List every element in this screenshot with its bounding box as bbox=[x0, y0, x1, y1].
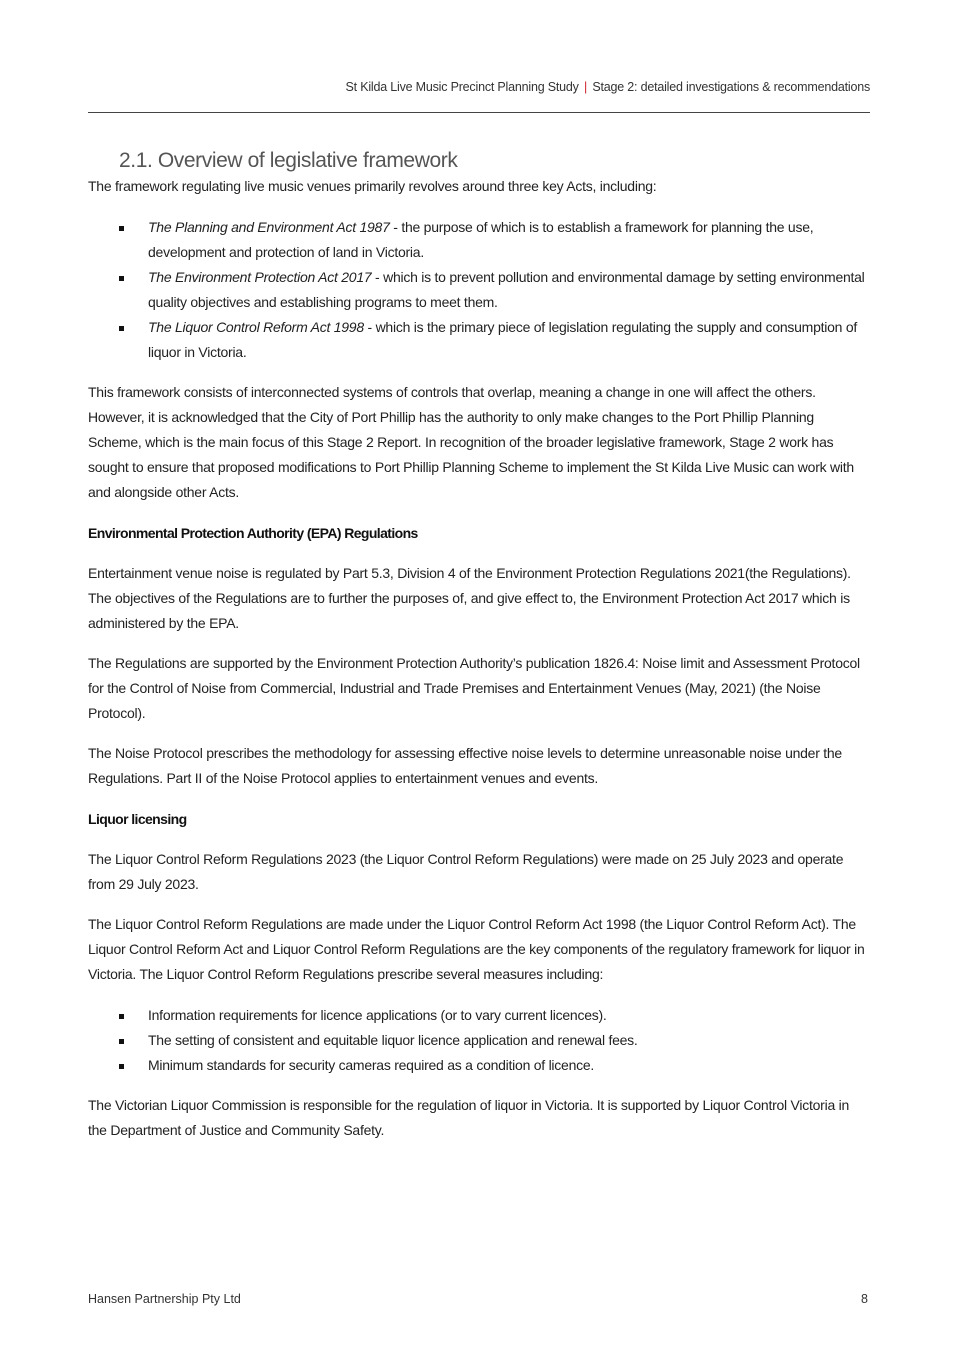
list-item bbox=[88, 1053, 868, 1078]
liquor-paragraph: The Liquor Control Reform Regulations are made under the Liquor Control Reform Act 1998 (the Liquor Control Reform Act). The Liquor Control Reform Act and Liquor Control Reform Regulations are the key components of the regulatory framework for liquor in Victoria. The Liquor Control Reform Regulations prescribe several measures including: bbox=[88, 916, 865, 982]
running-header bbox=[88, 80, 870, 94]
act-title: The Environment Protection Act 2017 bbox=[148, 269, 372, 285]
bullet-icon bbox=[119, 276, 124, 281]
measure-text: Minimum standards for security cameras required as a condition of licence. bbox=[148, 1057, 595, 1073]
page-number: 8 bbox=[861, 1292, 868, 1306]
closing-paragraph: The Victorian Liquor Commission is responsible for the regulation of liquor in Victoria. It is supported by Liquor Control Victoria in the Department of Justice and Community Safety. bbox=[88, 1097, 850, 1138]
list-item bbox=[88, 1003, 868, 1028]
measure-text: Information requirements for licence applications (or to vary current licences). bbox=[148, 1007, 607, 1023]
intro-paragraph: The framework regulating live music venues primarily revolves around three key Acts, including: bbox=[88, 178, 657, 194]
act-description: - which is to prevent pollution and environmental damage by setting environmental quality objectives and establishing programs to meet them. bbox=[148, 269, 865, 310]
framework-paragraph: This framework consists of interconnected systems of controls that overlap, meaning a change in one will affect the others. However, it is acknowledged that the City of Port Phillip has the authority to only make changes to the Port Phillip Planning Scheme, which is the main focus of this Stage 2 Report. In recognition of the broader legislative framework, Stage 2 work has sought to ensure that proposed modifications to Port Phillip Planning Scheme to implement the St Kilda Live Music can work with and alongside other Acts. bbox=[88, 384, 854, 500]
bullet-icon bbox=[119, 226, 124, 231]
section-heading: 2.1. Overview of legislative framework bbox=[119, 149, 458, 172]
header-doc-title: St Kilda Live Music Precinct Planning Study bbox=[345, 80, 579, 94]
bullet-icon bbox=[119, 1014, 124, 1019]
epa-paragraph: The Noise Protocol prescribes the methodology for assessing effective noise levels to determine unreasonable noise under the Regulations. Part II of the Noise Protocol applies to entertainment venues and events. bbox=[88, 745, 842, 786]
act-description: - the purpose of which is to establish a framework for planning the use, development and protection of land in Victoria. bbox=[148, 219, 814, 260]
bullet-icon bbox=[119, 326, 124, 331]
act-title: The Planning and Environment Act 1987 bbox=[148, 219, 390, 235]
act-title: The Liquor Control Reform Act 1998 bbox=[148, 319, 364, 335]
epa-paragraph: Entertainment venue noise is regulated by Part 5.3, Division 4 of the Environment Protection Regulations 2021(the Regulations). The objectives of the Regulations are to further the purposes of, and give effect to, the Environment Protection Act 2017 which is administered by the EPA. bbox=[88, 565, 851, 631]
acts-list bbox=[88, 215, 868, 365]
bullet-icon bbox=[119, 1064, 124, 1069]
bullet-icon bbox=[119, 1039, 124, 1044]
footer-company: Hansen Partnership Pty Ltd bbox=[88, 1292, 241, 1306]
main-content bbox=[88, 148, 868, 1143]
list-item bbox=[88, 215, 868, 265]
liquor-heading: Liquor licensing bbox=[88, 811, 187, 827]
header-divider bbox=[88, 112, 870, 113]
liquor-paragraph: The Liquor Control Reform Regulations 2023 (the Liquor Control Reform Regulations) were made on 25 July 2023 and operate from 29 July 2023. bbox=[88, 851, 844, 892]
list-item bbox=[88, 315, 868, 365]
list-item bbox=[88, 265, 868, 315]
epa-paragraph: The Regulations are supported by the Environment Protection Authority’s publication 1826.4: Noise limit and Assessment Protocol for the Control of Noise from Commercial, Industrial and Trade Premises and Entertainment Venues (May, 2021) (the Noise Protocol). bbox=[88, 655, 860, 721]
header-stage: Stage 2: detailed investigations & recommendations bbox=[592, 80, 870, 94]
epa-heading: Environmental Protection Authority (EPA) Regulations bbox=[88, 525, 418, 541]
measure-text: The setting of consistent and equitable liquor licence application and renewal fees. bbox=[148, 1032, 638, 1048]
header-separator: | bbox=[583, 80, 588, 94]
act-description: - which is the primary piece of legislation regulating the supply and consumption of liquor in Victoria. bbox=[148, 319, 858, 360]
measures-list bbox=[88, 1003, 868, 1078]
list-item bbox=[88, 1028, 868, 1053]
